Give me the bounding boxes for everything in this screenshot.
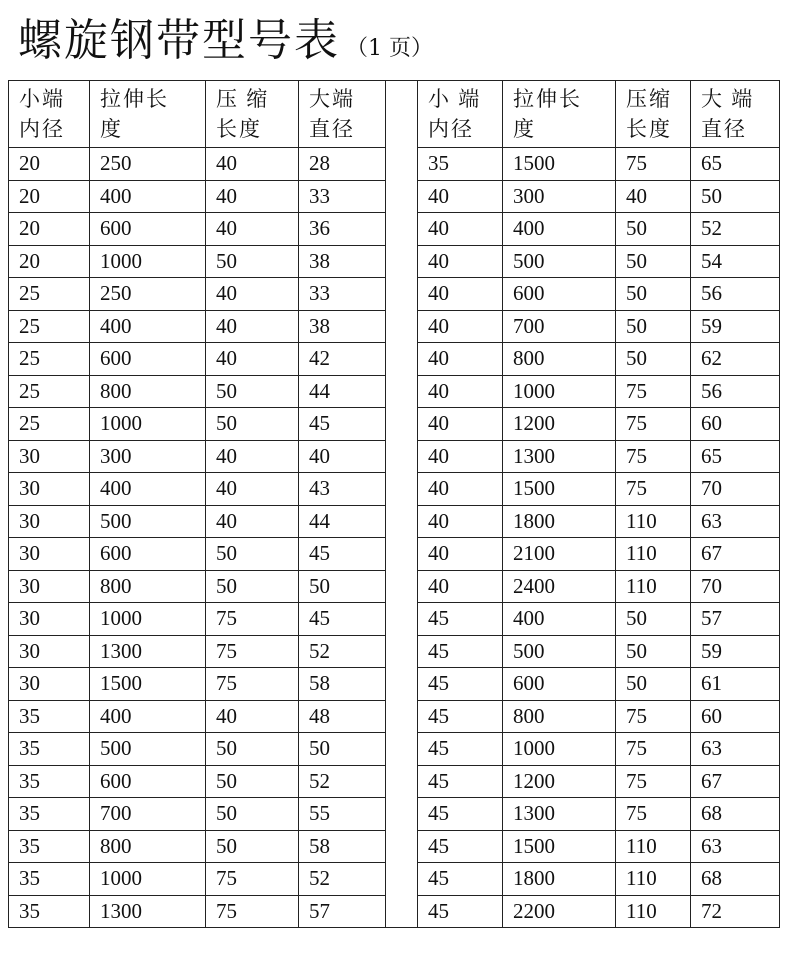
table-cell: 44 <box>299 505 386 538</box>
table-cell: 52 <box>299 765 386 798</box>
table-cell: 40 <box>206 180 299 213</box>
table-cell: 30 <box>9 538 90 571</box>
column-header <box>418 81 503 148</box>
table-cell: 75 <box>616 798 691 831</box>
table-cell: 40 <box>418 245 503 278</box>
column-gap <box>386 81 418 148</box>
title-page-note: （1 页） <box>346 36 433 61</box>
table-cell: 1500 <box>503 148 616 181</box>
column-header-line: 度 <box>100 117 123 141</box>
column-gap <box>386 895 418 928</box>
table-cell: 60 <box>691 408 780 441</box>
table-cell: 25 <box>9 375 90 408</box>
table-cell: 75 <box>616 700 691 733</box>
column-header-line: 直径 <box>309 117 355 141</box>
table-cell: 35 <box>418 148 503 181</box>
table-cell: 40 <box>418 180 503 213</box>
table-row <box>9 635 780 668</box>
table-cell: 40 <box>418 213 503 246</box>
table-cell: 43 <box>299 473 386 506</box>
table-row <box>9 668 780 701</box>
table-cell: 50 <box>206 375 299 408</box>
table-cell: 67 <box>691 538 780 571</box>
table-row <box>9 830 780 863</box>
table-cell: 50 <box>206 830 299 863</box>
table-cell: 75 <box>616 375 691 408</box>
column-header-line: 压缩 <box>626 87 672 111</box>
table-row <box>9 895 780 928</box>
table-cell: 400 <box>503 213 616 246</box>
table-cell: 35 <box>9 863 90 896</box>
table-cell: 50 <box>616 635 691 668</box>
column-gap <box>386 213 418 246</box>
table-cell: 35 <box>9 830 90 863</box>
table-row <box>9 473 780 506</box>
column-gap <box>386 245 418 278</box>
table-cell: 75 <box>206 668 299 701</box>
table-cell: 1200 <box>503 765 616 798</box>
table-cell: 45 <box>418 765 503 798</box>
table-cell: 35 <box>9 700 90 733</box>
column-header <box>90 81 206 148</box>
table-cell: 50 <box>616 310 691 343</box>
table-cell: 1000 <box>90 863 206 896</box>
table-row <box>9 700 780 733</box>
table-cell: 25 <box>9 343 90 376</box>
table-cell: 20 <box>9 180 90 213</box>
column-gap <box>386 408 418 441</box>
column-gap <box>386 473 418 506</box>
table-cell: 300 <box>90 440 206 473</box>
column-header-line: 长度 <box>626 117 672 141</box>
table-cell: 50 <box>616 213 691 246</box>
table-cell: 110 <box>616 895 691 928</box>
table-cell: 70 <box>691 570 780 603</box>
table-cell: 52 <box>299 635 386 668</box>
table-cell: 56 <box>691 278 780 311</box>
table-cell: 600 <box>90 538 206 571</box>
table-cell: 45 <box>418 863 503 896</box>
title-main: 螺旋钢带型号表 <box>18 15 340 66</box>
table-cell: 75 <box>616 473 691 506</box>
table-cell: 65 <box>691 148 780 181</box>
table-cell: 50 <box>206 733 299 766</box>
table-cell: 38 <box>299 245 386 278</box>
table-row <box>9 440 780 473</box>
column-gap <box>386 700 418 733</box>
table-cell: 38 <box>299 310 386 343</box>
table-cell: 2200 <box>503 895 616 928</box>
table-cell: 400 <box>90 310 206 343</box>
column-gap <box>386 635 418 668</box>
table-cell: 45 <box>418 700 503 733</box>
table-cell: 56 <box>691 375 780 408</box>
column-gap <box>386 505 418 538</box>
table-cell: 75 <box>616 408 691 441</box>
column-header-line: 拉伸长 <box>100 87 169 111</box>
column-header-line: 小端 <box>19 87 65 111</box>
table-cell: 40 <box>418 278 503 311</box>
column-gap <box>386 343 418 376</box>
column-gap <box>386 148 418 181</box>
table-cell: 50 <box>206 798 299 831</box>
table-cell: 57 <box>299 895 386 928</box>
table-cell: 50 <box>616 668 691 701</box>
table-cell: 40 <box>418 505 503 538</box>
table-cell: 40 <box>418 538 503 571</box>
table-cell: 40 <box>206 473 299 506</box>
column-header-line: 压 缩 <box>216 87 270 111</box>
table-cell: 75 <box>206 863 299 896</box>
table-cell: 50 <box>691 180 780 213</box>
table-row <box>9 505 780 538</box>
column-header <box>299 81 386 148</box>
table-row <box>9 733 780 766</box>
table-cell: 800 <box>90 570 206 603</box>
table-cell: 45 <box>418 895 503 928</box>
table-cell: 1000 <box>503 733 616 766</box>
column-header <box>9 81 90 148</box>
column-gap <box>386 798 418 831</box>
table-cell: 75 <box>616 765 691 798</box>
table-cell: 110 <box>616 830 691 863</box>
column-header-line: 拉伸长 <box>513 87 582 111</box>
table-cell: 28 <box>299 148 386 181</box>
table-cell: 50 <box>206 408 299 441</box>
table-cell: 400 <box>503 603 616 636</box>
table-cell: 45 <box>418 668 503 701</box>
table-cell: 44 <box>299 375 386 408</box>
column-header-line: 长度 <box>216 117 262 141</box>
table-cell: 30 <box>9 505 90 538</box>
table-cell: 62 <box>691 343 780 376</box>
table-cell: 1000 <box>503 375 616 408</box>
table-cell: 50 <box>206 538 299 571</box>
table-cell: 40 <box>418 343 503 376</box>
table-cell: 59 <box>691 635 780 668</box>
table-cell: 250 <box>90 278 206 311</box>
column-gap <box>386 538 418 571</box>
table-cell: 50 <box>616 343 691 376</box>
table-cell: 1000 <box>90 245 206 278</box>
column-gap <box>386 830 418 863</box>
table-cell: 63 <box>691 505 780 538</box>
table-cell: 600 <box>90 343 206 376</box>
table-cell: 68 <box>691 863 780 896</box>
table-cell: 75 <box>206 635 299 668</box>
table-cell: 800 <box>503 700 616 733</box>
table-cell: 110 <box>616 505 691 538</box>
table-cell: 1500 <box>503 830 616 863</box>
table-cell: 35 <box>9 798 90 831</box>
table-cell: 45 <box>418 798 503 831</box>
column-gap <box>386 570 418 603</box>
table-cell: 500 <box>503 245 616 278</box>
column-header <box>616 81 691 148</box>
table-cell: 36 <box>299 213 386 246</box>
table-cell: 400 <box>90 700 206 733</box>
table-cell: 800 <box>90 375 206 408</box>
table-cell: 40 <box>299 440 386 473</box>
table-cell: 70 <box>691 473 780 506</box>
table-cell: 45 <box>299 408 386 441</box>
table-cell: 300 <box>503 180 616 213</box>
table-cell: 40 <box>418 473 503 506</box>
table-row <box>9 343 780 376</box>
table-row <box>9 408 780 441</box>
table-cell: 20 <box>9 148 90 181</box>
table-row <box>9 245 780 278</box>
column-gap <box>386 278 418 311</box>
spec-table <box>8 80 780 928</box>
table-cell: 1300 <box>90 635 206 668</box>
table-cell: 2100 <box>503 538 616 571</box>
table-cell: 1800 <box>503 863 616 896</box>
column-header-line: 直径 <box>701 117 747 141</box>
table-cell: 65 <box>691 440 780 473</box>
column-gap <box>386 765 418 798</box>
table-row <box>9 798 780 831</box>
column-header-line: 大 端 <box>701 87 755 111</box>
column-gap <box>386 668 418 701</box>
table-cell: 600 <box>503 668 616 701</box>
table-row <box>9 765 780 798</box>
table-cell: 48 <box>299 700 386 733</box>
table-cell: 250 <box>90 148 206 181</box>
table-cell: 110 <box>616 538 691 571</box>
table-cell: 600 <box>90 765 206 798</box>
table-cell: 30 <box>9 635 90 668</box>
table-cell: 67 <box>691 765 780 798</box>
table-cell: 40 <box>206 310 299 343</box>
table-cell: 52 <box>691 213 780 246</box>
table-row <box>9 863 780 896</box>
table-cell: 50 <box>299 570 386 603</box>
table-cell: 75 <box>616 148 691 181</box>
table-cell: 50 <box>616 278 691 311</box>
table-row <box>9 213 780 246</box>
table-row <box>9 538 780 571</box>
table-cell: 45 <box>299 603 386 636</box>
table-cell: 40 <box>418 440 503 473</box>
table-cell: 68 <box>691 798 780 831</box>
table-cell: 800 <box>503 343 616 376</box>
table-cell: 40 <box>206 343 299 376</box>
table-cell: 40 <box>418 310 503 343</box>
table-cell: 30 <box>9 668 90 701</box>
table-cell: 45 <box>418 733 503 766</box>
table-cell: 45 <box>418 635 503 668</box>
column-header-line: 大端 <box>309 87 355 111</box>
table-cell: 600 <box>90 213 206 246</box>
table-cell: 35 <box>9 733 90 766</box>
table-cell: 50 <box>206 765 299 798</box>
table-cell: 75 <box>616 733 691 766</box>
header-row <box>9 81 780 148</box>
table-cell: 60 <box>691 700 780 733</box>
table-cell: 700 <box>90 798 206 831</box>
table-cell: 58 <box>299 668 386 701</box>
column-header-line: 内径 <box>19 117 65 141</box>
table-cell: 40 <box>206 213 299 246</box>
table-cell: 40 <box>206 278 299 311</box>
table-cell: 63 <box>691 830 780 863</box>
table-cell: 50 <box>616 245 691 278</box>
column-header <box>503 81 616 148</box>
column-gap <box>386 733 418 766</box>
table-cell: 30 <box>9 603 90 636</box>
table-cell: 35 <box>9 895 90 928</box>
table-cell: 50 <box>616 603 691 636</box>
column-gap <box>386 603 418 636</box>
table-cell: 1800 <box>503 505 616 538</box>
table-cell: 50 <box>206 245 299 278</box>
table-cell: 20 <box>9 245 90 278</box>
column-gap <box>386 863 418 896</box>
table-cell: 110 <box>616 863 691 896</box>
table-cell: 40 <box>206 505 299 538</box>
table-cell: 52 <box>299 863 386 896</box>
table-cell: 72 <box>691 895 780 928</box>
table-cell: 40 <box>616 180 691 213</box>
table-cell: 75 <box>616 440 691 473</box>
table-cell: 63 <box>691 733 780 766</box>
table-cell: 25 <box>9 310 90 343</box>
table-row <box>9 570 780 603</box>
column-header <box>691 81 780 148</box>
table-cell: 500 <box>90 505 206 538</box>
table-cell: 1300 <box>90 895 206 928</box>
table-cell: 58 <box>299 830 386 863</box>
table-row <box>9 148 780 181</box>
table-cell: 1000 <box>90 408 206 441</box>
table-row <box>9 278 780 311</box>
table-cell: 75 <box>206 895 299 928</box>
table-cell: 40 <box>418 408 503 441</box>
table-cell: 40 <box>206 148 299 181</box>
table-cell: 45 <box>418 603 503 636</box>
table-cell: 40 <box>418 375 503 408</box>
table-cell: 800 <box>90 830 206 863</box>
column-gap <box>386 440 418 473</box>
table-row <box>9 603 780 636</box>
table-cell: 25 <box>9 278 90 311</box>
table-cell: 40 <box>206 700 299 733</box>
table-cell: 1500 <box>90 668 206 701</box>
table-row <box>9 180 780 213</box>
table-cell: 1300 <box>503 798 616 831</box>
table-cell: 1000 <box>90 603 206 636</box>
table-cell: 42 <box>299 343 386 376</box>
column-header <box>206 81 299 148</box>
table-cell: 2400 <box>503 570 616 603</box>
table-cell: 30 <box>9 473 90 506</box>
column-header-line: 度 <box>513 117 536 141</box>
table-cell: 500 <box>90 733 206 766</box>
table-cell: 700 <box>503 310 616 343</box>
table-cell: 75 <box>206 603 299 636</box>
table-cell: 57 <box>691 603 780 636</box>
table-row <box>9 310 780 343</box>
table-cell: 40 <box>206 440 299 473</box>
column-gap <box>386 310 418 343</box>
table-cell: 500 <box>503 635 616 668</box>
table-cell: 400 <box>90 180 206 213</box>
table-cell: 33 <box>299 278 386 311</box>
table-cell: 20 <box>9 213 90 246</box>
table-cell: 61 <box>691 668 780 701</box>
table-cell: 110 <box>616 570 691 603</box>
table-cell: 1300 <box>503 440 616 473</box>
table-cell: 54 <box>691 245 780 278</box>
table-cell: 1500 <box>503 473 616 506</box>
table-cell: 25 <box>9 408 90 441</box>
column-gap <box>386 375 418 408</box>
column-header-line: 内径 <box>428 117 474 141</box>
table-cell: 45 <box>418 830 503 863</box>
table-cell: 59 <box>691 310 780 343</box>
table-cell: 30 <box>9 440 90 473</box>
table-cell: 50 <box>206 570 299 603</box>
table-cell: 1200 <box>503 408 616 441</box>
table-cell: 50 <box>299 733 386 766</box>
table-row <box>9 375 780 408</box>
table-cell: 30 <box>9 570 90 603</box>
table-cell: 55 <box>299 798 386 831</box>
column-gap <box>386 180 418 213</box>
table-cell: 600 <box>503 278 616 311</box>
table-cell: 45 <box>299 538 386 571</box>
table-cell: 40 <box>418 570 503 603</box>
table-cell: 400 <box>90 473 206 506</box>
column-header-line: 小 端 <box>428 87 482 111</box>
table-cell: 35 <box>9 765 90 798</box>
table-cell: 33 <box>299 180 386 213</box>
page-title <box>18 4 433 68</box>
